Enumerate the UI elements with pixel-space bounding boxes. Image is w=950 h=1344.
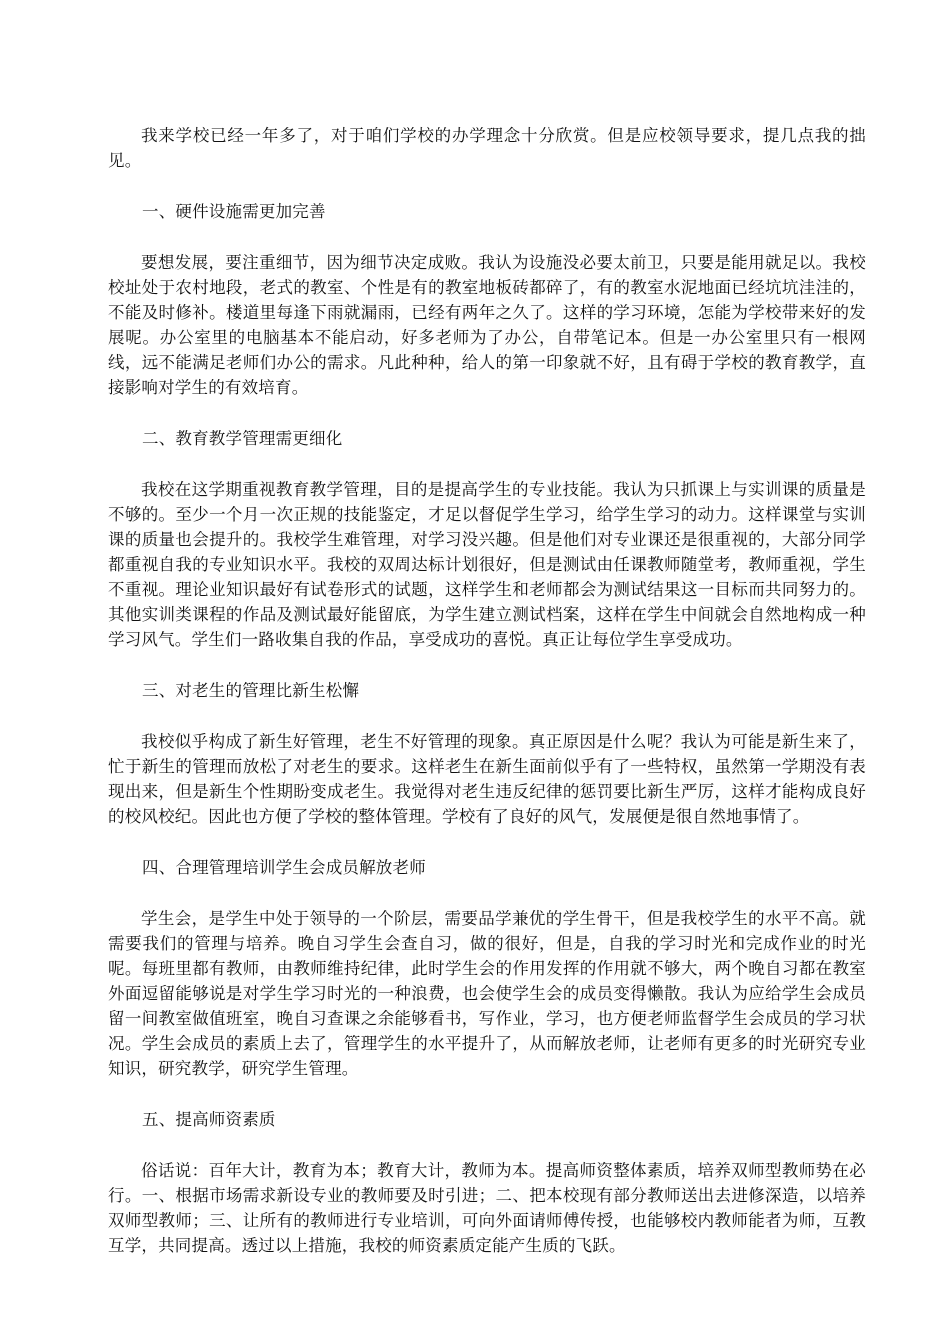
section-5-body: 俗话说：百年大计，教育为本；教育大计，教师为本。提高师资整体素质，培养双师型教师势在必行。一、根据市场需求新设专业的教师要及时引进；二、把本校现有部分教师送出去进修深造，以培养双师型教师；三、让所有的教师进行专业培训，可向外面请师傅传授，也能够校内教师能者为师，互教互学，共同提高。透过以上措施，我校的师资素质定能产生质的飞跃。 bbox=[108, 1161, 866, 1255]
section-1-body: 要想发展，要注重细节，因为细节决定成败。我认为设施没必要太前卫，只要是能用就足以。我校校址处于农村地段，老式的教室、个性是有的教室地板砖都碎了，有的教室水泥地面已经坑坑洼洼的，不能及时修补。楼道里每逢下雨就漏雨，已经有两年之久了。这样的学习环境，怎能为学校带来好的发展呢。办公室里的电脑基本不能启动，好多老师为了办公，自带笔记本。但是一办公室里只有一根网线，远不能满足老师们办公的需求。凡此种种，给人的第一印象就不好，且有碍于学校的教育教学，直接影响对学生的有效培育。 bbox=[108, 253, 866, 397]
section-1-heading: 一、硬件设施需更加完善 bbox=[142, 202, 326, 221]
section-4-heading: 四、合理管理培训学生会成员解放老师 bbox=[142, 858, 426, 877]
document-page bbox=[108, 123, 866, 1258]
intro-paragraph: 我来学校已经一年多了，对于咱们学校的办学理念十分欣赏。但是应校领导要求，提几点我的拙见。 bbox=[108, 126, 866, 170]
section-3-body: 我校似乎构成了新生好管理，老生不好管理的现象。真正原因是什么呢？我认为可能是新生来了，忙于新生的管理而放松了对老生的要求。这样老生在新生面前似乎有了一些特权，虽然第一学期没有表现出来，但是新生个性期盼变成老生。我觉得对老生违反纪律的惩罚要比新生严厉，这样才能构成良好的校风校纪。因此也方便了学校的整体管理。学校有了良好的风气，发展便是很自然地事情了。 bbox=[108, 732, 866, 826]
section-5-heading: 五、提高师资素质 bbox=[142, 1110, 276, 1129]
section-2-body: 我校在这学期重视教育教学管理，目的是提高学生的专业技能。我认为只抓课上与实训课的质量是不够的。至少一个月一次正规的技能鉴定，才足以督促学生学习，给学生学习的动力。这样课堂与实训课的质量也会提升的。我校学生难管理，对学习没兴趣。但是他们对专业课还是很重视的，大部分同学都重视自我的专业知识水平。我校的双周达标计划很好，但是测试由任课教师随堂考，教师重视，学生不重视。理论业知识最好有试卷形式的试题，这样学生和老师都会为测试结果这一目标而共同努力的。其他实训类课程的作品及测试最好能留底，为学生建立测试档案，这样在学生中间就会自然地构成一种学习风气。学生们一路收集自我的作品，享受成功的喜悦。真正让每位学生享受成功。 bbox=[108, 480, 866, 649]
section-2-heading: 二、教育教学管理需更细化 bbox=[142, 429, 343, 448]
section-4-body: 学生会，是学生中处于领导的一个阶层，需要品学兼优的学生骨干，但是我校学生的水平不高。就需要我们的管理与培养。晚自习学生会查自习，做的很好，但是，自我的学习时光和完成作业的时光呢。每班里都有教师，由教师维持纪律，此时学生会的作用发挥的作用就不够大，两个晚自习都在教室外面逗留能够说是对学生学习时光的一种浪费，也会使学生会的成员变得懒散。我认为应给学生会成员留一间教室做值班室，晚自习查课之余能够看书，写作业，学习，也方便老师监督学生会成员的学习状况。学生会成员的素质上去了，管理学生的水平提升了，从而解放老师，让老师有更多的时光研究专业知识，研究教学，研究学生管理。 bbox=[108, 909, 866, 1078]
section-3-heading: 三、对老生的管理比新生松懈 bbox=[142, 681, 360, 700]
